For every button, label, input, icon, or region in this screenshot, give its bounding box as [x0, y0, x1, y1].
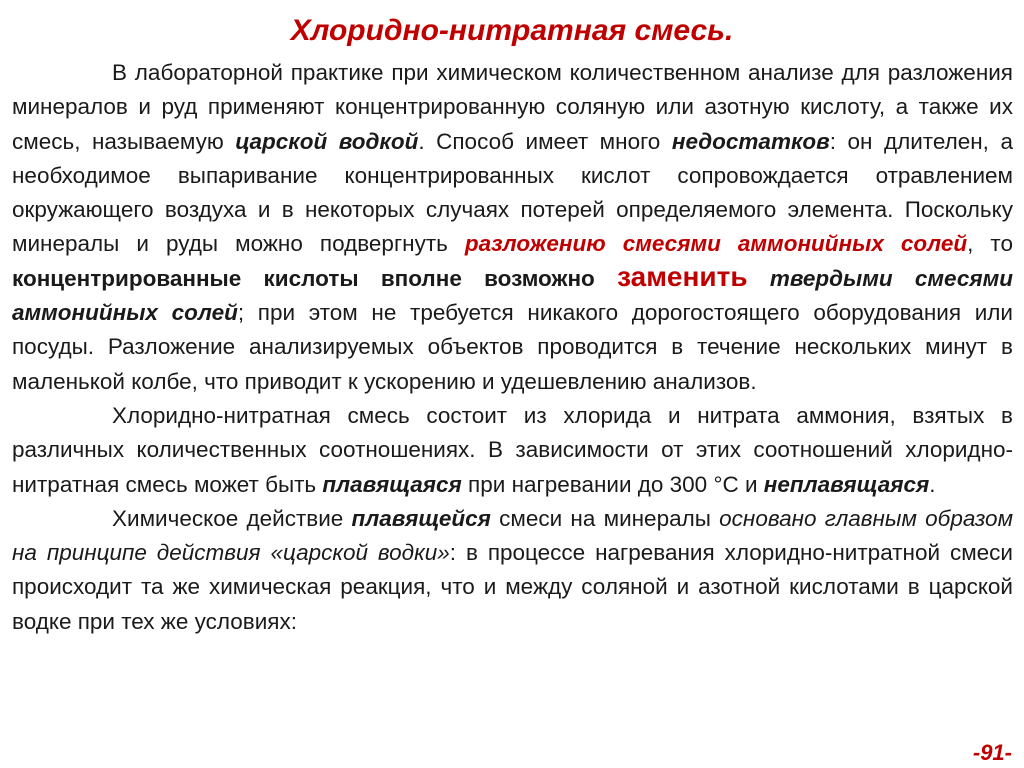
p1-text-5: ; при этом не требуется никакого дорогостоящего оборудования или посуды. Разложение анализируемых объектов проводится в течение нескольких минут в маленькой колбе, что приводит к ускорению и удешевлению анализов. — [12, 300, 1013, 394]
paragraph-1 — [12, 56, 1013, 399]
title-text: Хлоридно-нитратная смесь — [290, 14, 725, 47]
p3-text-3: : в процессе нагревания хлоридно-нитратной смеси происходит та же химическая реакция, что и между соляной и азотной кислотами в царской водке при тех же условиях: — [12, 540, 1013, 634]
term-plavyashcheysya: плавящейся — [351, 505, 491, 531]
term-neplavyashchayasya: неплавящаяся — [763, 471, 930, 497]
term-plavyashchayasya: плавящаяся — [322, 471, 462, 497]
term-nedostatki: недостатков — [671, 128, 830, 154]
p1-text-3: : он длителен, а необходимое выпаривание концентрированных кислот сопровождается отравлением окружающего воздуха и в некоторых случаях потерей определяемого элемента. Поскольку минералы и руды можно подвергнуть — [12, 128, 1013, 257]
term-osnovano: основано главным образом на принципе действия «царской водки» — [12, 505, 1013, 566]
term-tverdye-smesi: твердыми смесями аммонийных солей — [12, 265, 1013, 326]
document-body — [12, 56, 1013, 639]
paragraph-3 — [12, 502, 1013, 639]
term-kisloty-zamena: концентрированные кислоты вполне возможно — [12, 265, 595, 291]
p2-text-1: Хлоридно-нитратная смесь состоит из хлорида и нитрата аммония, взятых в различных количественных соотношениях. В зависимости от этих соотношений хлоридно-нитратная смесь может быть — [12, 402, 1013, 497]
p3-text-1: Химическое действие — [112, 505, 352, 531]
term-tsarskaya-vodka: царской водкой — [235, 128, 419, 154]
p1-space-1 — [595, 266, 617, 291]
p1-space-2 — [748, 266, 770, 291]
p2-text-2: при нагревании до 300 °С и — [461, 471, 764, 497]
term-zamenit: заменить — [617, 260, 748, 292]
page-title — [0, 0, 1024, 48]
p1-text-1: В лабораторной практике при химическом количественном анализе для разложения минералов и руд применяют концентрированную соляную или азотную кислоту, а также их смесь, называемую — [12, 60, 1013, 154]
p3-text-2: смеси на минералы — [490, 505, 720, 531]
p1-text-2: . Способ имеет много — [418, 128, 672, 154]
p1-text-4: , то — [967, 231, 1013, 257]
term-razlozhenie: разложению смесями аммонийных солей — [464, 231, 968, 257]
page-number: -91- — [972, 740, 1012, 765]
paragraph-2 — [12, 399, 1013, 502]
p2-text-3: . — [929, 471, 936, 497]
title-dot: . — [724, 14, 734, 47]
